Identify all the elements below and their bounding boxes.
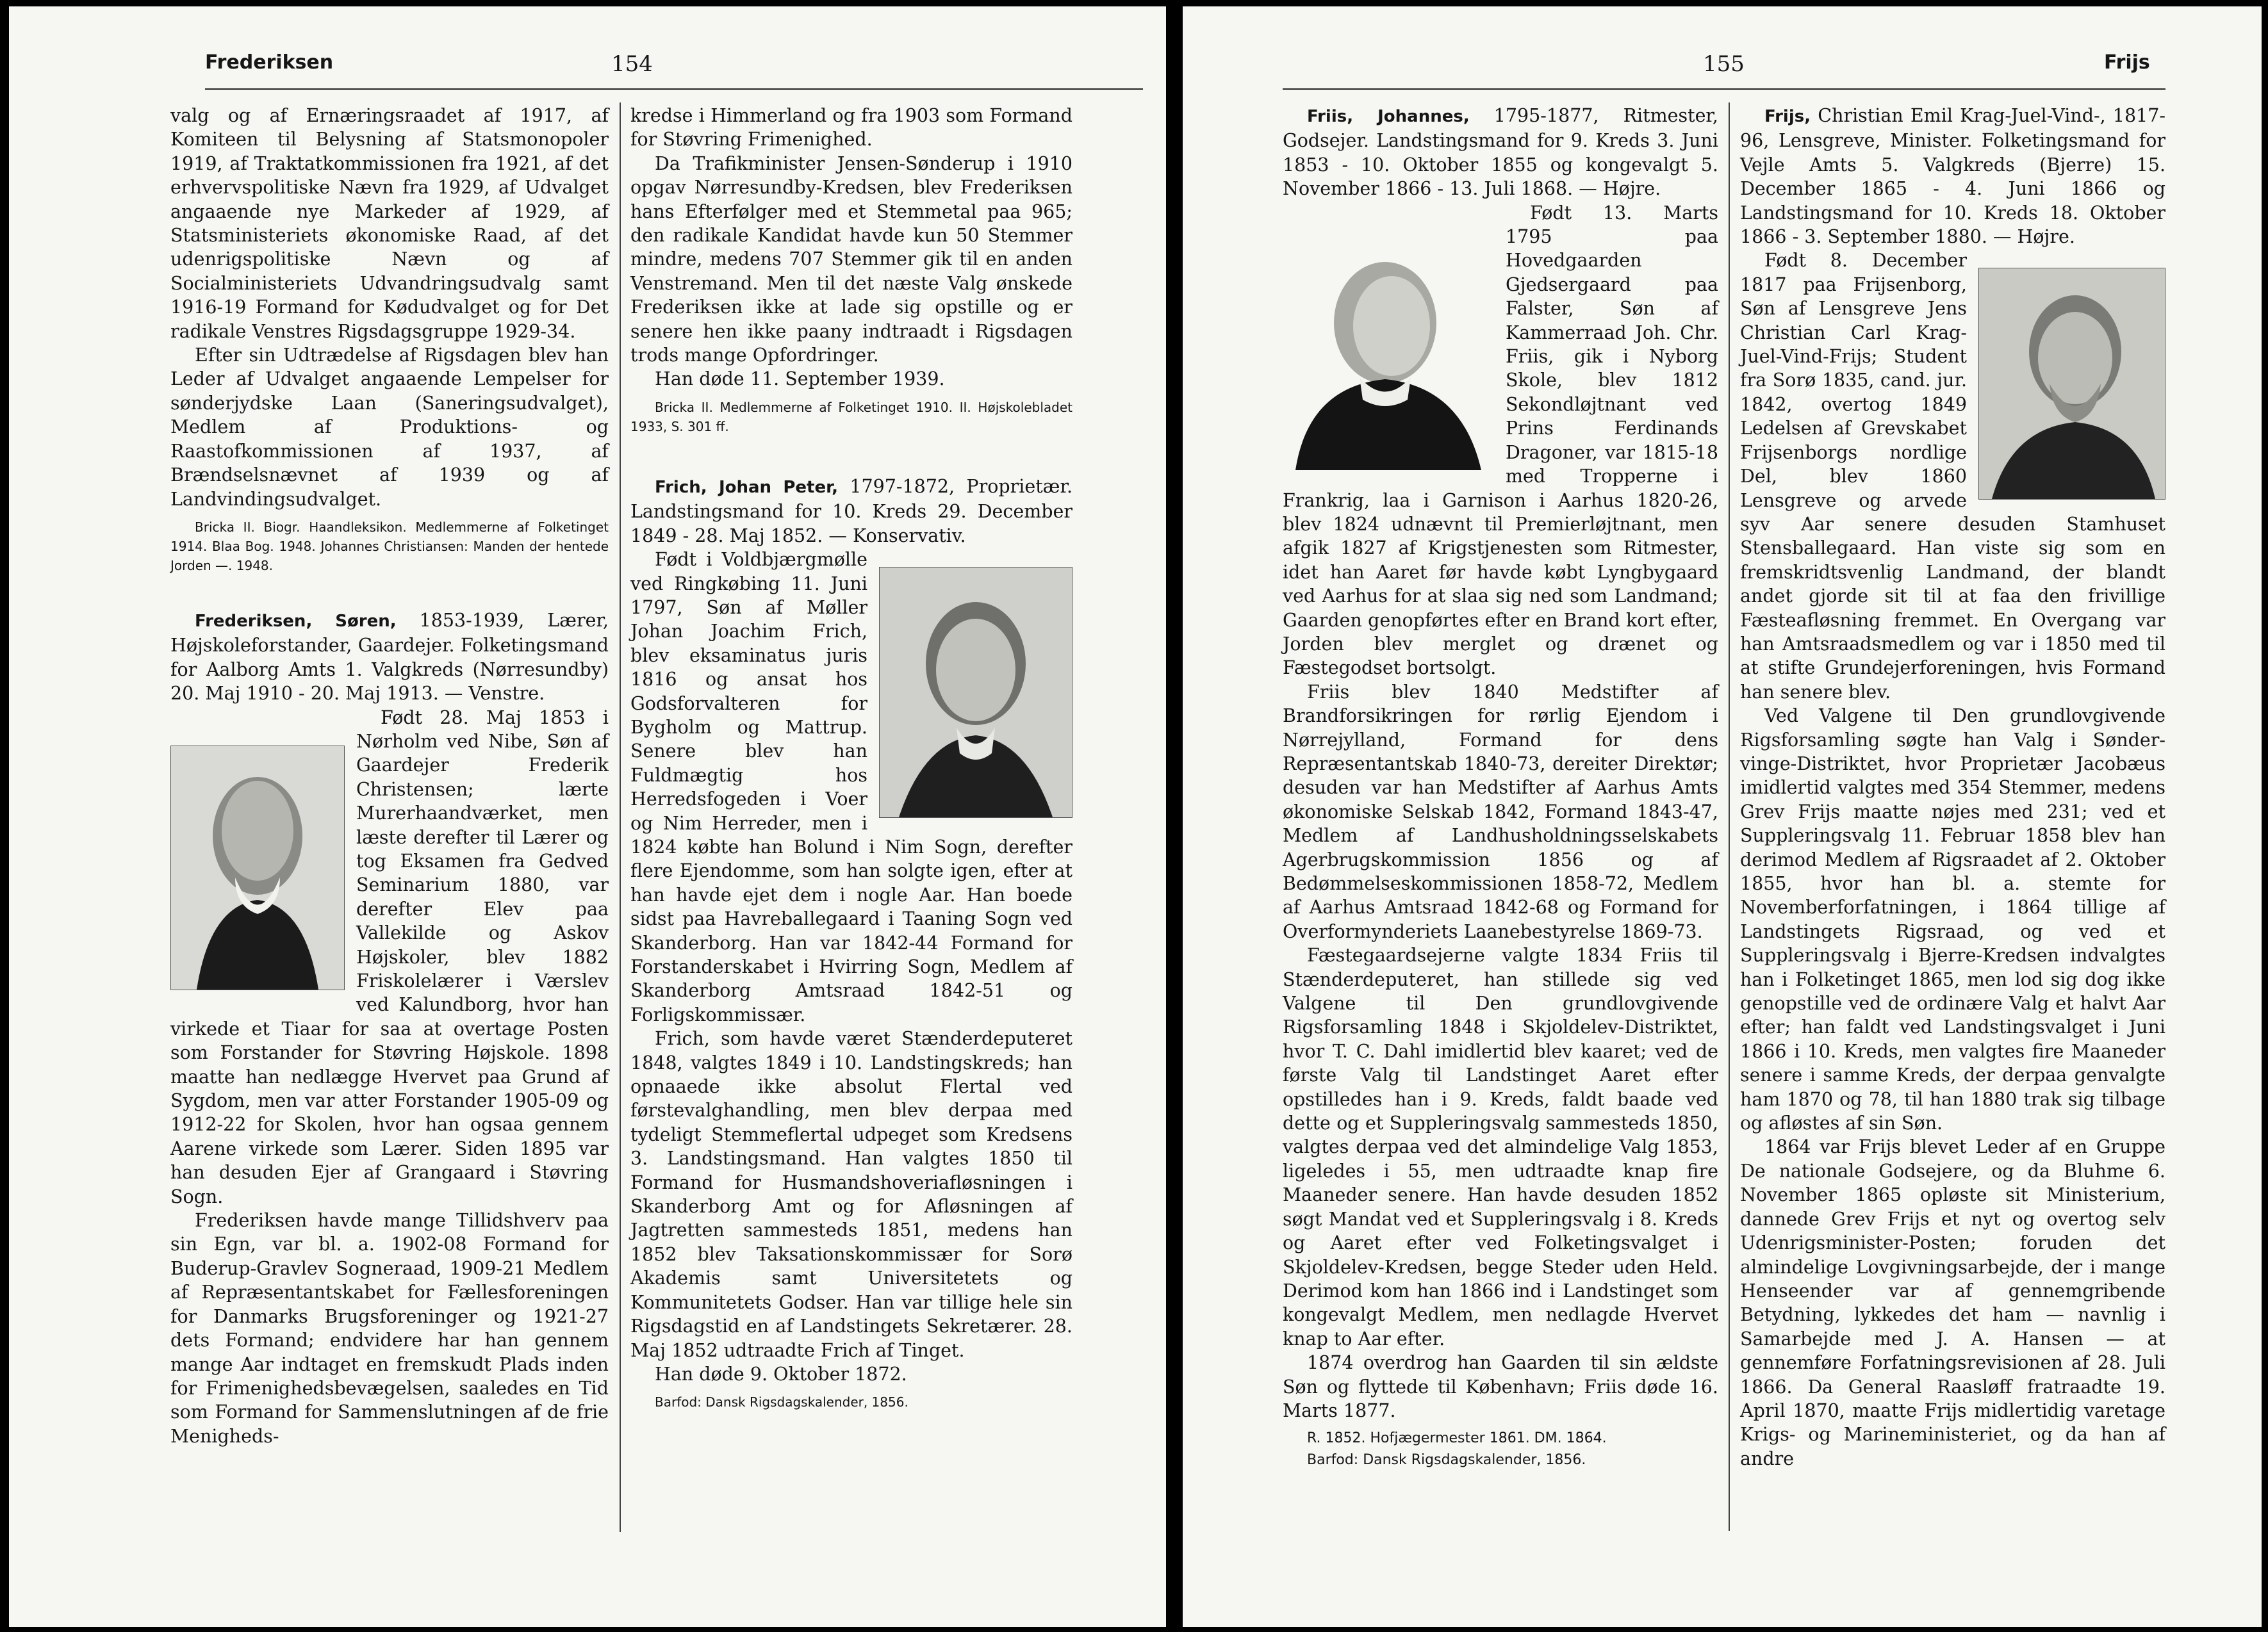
entry-summary: 1797-1872, Proprietær. Landstingsmand for 10. Kreds 29. December 1849 - 28. Maj 1852. — Konservativ.	[630, 475, 1072, 546]
entry-summary: 1853-1939, Lærer, Højskoleforstander, Gaardejer. Folketingsmand for Aalborg Amts 1. Valgkreds (Nørresundby) 20. Maj 1910 - 20. Maj 1913. — Venstre.	[170, 609, 609, 705]
column-rule	[620, 102, 621, 1532]
right-column-1	[1283, 104, 1718, 1470]
page-number: 155	[1703, 51, 1745, 77]
left-page	[9, 6, 1166, 1627]
left-column-1	[170, 104, 609, 1448]
running-head	[9, 6, 1166, 96]
bibliography: Bricka II. Medlemmerne af Folketinget 1910. II. Højskolebladet 1933, S. 301 ff.	[630, 399, 1072, 434]
paragraph: Da Trafikminister Jensen-Sønderup i 1910 opgav Nørresundby-Kredsen, blev Frederiksen hans Efterfølger med et Stemmetal paa 965; den radikale Kandidat havde kun 50 Stemmer mindre, medens 707 Stemmer gik til en anden Venstremand. Men til det næste Valg ønskede Frederiksen ikke at lade sig opstille og er senere hen ikke paany indtraadt i Rigsdagen trods mange Opfordringer.	[630, 152, 1072, 366]
paragraph: Født 28. Maj 1853 i Nørholm ved Nibe, Søn af Gaardejer Frederik Christensen; lærte Murerhaandværket, men læste derefter til Lærer og tog Eksamen fra Gedved Seminarium 1880, var derefter Elev paa Vallekilde og Askov Højskoler, blev 1882 Friskolelærer i Værslev ved Kalundborg, hvor han virkede et Tiaar for saa at overtage Posten som Forstander for Støvring Højskole. 1898 maatte han nedlægge Hvervet paa Grund af Sygdom, men var atter Forstander 1905-09 og 1912-22 for Skolen, hvor han ogsaa gennem Aarene virkede som Lærer. Siden 1895 var han desuden Ejer af Grangaard i Støvring Sogn.	[170, 706, 609, 1207]
entry-heading	[1740, 104, 2165, 249]
death-line: Han døde 9. Oktober 1872.	[655, 1363, 907, 1385]
entry-summary: 1817-96, Lensgreve, Minister. Folketingsmand for Vejle Amts 5. Valgkreds (Bjerre) 15. December 1865 - 4. Juni 1866 og Landstingsmand for 10. Kreds 18. Oktober 1866 - 3. September 1880. — Højre.	[1740, 105, 2166, 248]
entry-name: Friis, Johannes,	[1307, 107, 1470, 126]
running-head	[1183, 6, 2262, 96]
paragraph: Født 13. Marts 1795 paa Hovedgaarden Gjedsergaard paa Falster, Søn af Kammerraad Joh. Chr. Friis, gik i Nyborg Skole, blev 1812 Sekondløjtnant ved Prins Ferdinands Dragoner, var 1815-18 med Tropperne i Frankrig, laa i Garnison i Aarhus 1820-26, blev 1824 udnævnt til Premierløjtnant, men afgik 1827 af Krigstjenesten som Ritmester, idet han Aaret før havde købt Lyngbygaard ved Aarhus for at slaa sig ned som Landmand; Gaarden genopførtes efter en Brand kort efter, Jorden blev merglet og drænet og Fæstegodset bortsolgt.	[1283, 202, 1718, 679]
page-number: 154	[611, 51, 653, 77]
portrait-christian-emil-frijs	[1978, 268, 2165, 500]
paragraph: Efter sin Udtrædelse af Rigsdagen blev han Leder af Udvalget angaaende Lempelser for sønderjydske Laan (Saneringsudvalget), Medlem af Produktions- og Raastofkommissionen af 1937, af Brændselsnævnet af 1939 og af Landvindingsudvalget.	[170, 345, 609, 510]
bibliography: Barfod: Dansk Rigsdagskalender, 1856.	[655, 1394, 908, 1410]
paragraph: 1864 var Frijs blevet Leder af en Gruppe De nationale Godsejere, og da Bluhme 6. November 1865 opløste sit Ministerium, dannede Grev Frijs et nyt og overtog selv Udenrigsminister-Posten; foruden det almindelige Lovgivningsarbejde, der i mange Henseender var af gennemgribende Betydning, lykkedes det ham — navnlig i Samarbejde med J. A. Hansen — at gennemføre Forfatningsrevisionen af 28. Juli 1866. Da General Raasløff fratraadte 19. April 1870, maatte Frijs midlertidig varetage Krigs- og Marineministeriet, og da han af andre	[1740, 1136, 2165, 1469]
column-rule	[1729, 102, 1730, 1531]
header-rule	[1283, 88, 2165, 90]
entry-heading	[1283, 104, 1718, 201]
paragraph: Ved Valgene til Den grundlovgivende Rigsforsamling søgte han Valg i Sønder-vinge-Distriktet, hvor Proprietær Jacobæus imidlertid valgtes med 354 Stemmer, medens Grev Frijs maatte nøjes med 231; ved et Suppleringsvalg 11. Februar 1858 blev han derimod Medlem af Rigsraadet af 2. Oktober 1855, hvor han bl. a. stemte for Novemberforfatningen, i 1864 tillige af Landstingets Rigsraad, og ved et Suppleringsvalg i Bjerre-Kredsen indvalgtes han i Folketinget 1865, men lod sig dog ikke genopstille ved de ordinære Valg et halvt Aar efter; han faldt ved Landstingsvalget i Juni 1866 i 10. Kreds, men valgtes fire Maaneder senere i samme Kreds, der derpaa genvalgte ham 1870 og 78, til han 1880 trak sig tilbage og afløstes af sin Søn.	[1740, 705, 2165, 1134]
entry-name: Frich, Johan Peter,	[655, 477, 838, 497]
paragraph: Frich, som havde været Stænderdeputeret 1848, valgtes 1849 i 10. Landstingskreds; han opnaaede ikke absolut Flertal ved førstevalghandling, men blev derpaa med tydeligt Stemmeflertal udpeget som Kredsens 3. Landstingsmand. Han valgtes 1850 til Formand for Husmandshoveriafløsningen i Skanderborg Amt og for Afløsningen af Jagtretten sammesteds 1851, medens han 1852 blev Taksationskommissær for Sorø Akademis samt Universitetets og Kommunitetets Godser. Han var tillige hele sin Rigsdagstid en af Landstingets Sekretærer. 28. Maj 1852 udtraadte Frich af Tinget.	[630, 1028, 1072, 1361]
paragraph: Født i Voldbjærgmølle ved Ringkøbing 11. Juni 1797, Søn af Møller Johan Joachim Frich, blev eksaminatus juris 1816 og ansat hos Godsforvalteren for Bygholm og Mattrup. Senere blev han Fuldmægtig hos Herredsfogeden i Voer og Nim Herreder, men i 1824 købte han Bolund i Nim Sogn, derefter flere Ejendomme, som han solgte igen, efter at han havde ejet dem i nogle Aar. Han boede sidst paa Havreballegaard i Taaning Sogn ved Skanderborg. Han var 1842-44 Formand for Forstanderskabet i Hvirring Sogn, Medlem af Skanderborg Amtsraad 1842-51 og Forligskommissær.	[630, 549, 1072, 1025]
entry-name-continued: Christian Emil Krag-Juel-Vind-,	[1818, 105, 2106, 126]
left-column-2	[630, 104, 1072, 1412]
running-name: Frijs	[2104, 51, 2150, 74]
paragraph: Fæstegaardsejerne valgte 1834 Friis til Stænderdeputeret, han stillede sig ved Valgene til Den grundlovgivende Rigsforsamling 1848 i Skjoldelev-Distriktet, hvor T. C. Dahl imidlertid blev kaaret; ved de første Valg til Landstinget Aaret efter opstilledes han i 9. Kreds, faldt baade ved dette og et Suppleringsvalg sammesteds 1850, valgtes derpaa ved det almindelige Valg 1853, ligeledes i 55, men udtraadte knap fire Maaneder senere. Han havde desuden 1852 søgt Mandat ved et Suppleringsvalg i 8. Kreds og Aaret efter ved Folketingsvalget i Skjoldelev-Kredsen, begge Steder uden Held. Derimod kom han 1866 ind i Landstinget som kongevalgt Medlem, men nedlagde Hvervet knap to Aar efter.	[1283, 945, 1718, 1350]
right-page	[1183, 6, 2262, 1627]
portrait-johannes-friis	[1283, 227, 1494, 470]
entry-heading	[630, 475, 1072, 548]
paragraph: kredse i Himmerland og fra 1903 som Formand for Støvring Frimenighed.	[630, 105, 1072, 151]
paragraph: Født 8. December 1817 paa Frijsenborg, Søn af Lensgreve Jens Christian Carl Krag-Juel-Vind-Frijs; Student fra Sorø 1835, cand. jur. 1842, overtog 1849 Ledelsen af Grevskabet Frijsenborgs nordlige Del, blev 1860 Lensgreve og arvede syv Aar senere desuden Stamhuset Stensballegaard. Han viste sig som en fremskridtsvenlig Landmand, der blandt andet gjorde sit til at faa den frivillige Fæsteafløsning fremmet. En Overgang var han Amtsraadsmedlem og var i 1850 med til at stifte Grundejerforeningen, hvis Formand han senere blev.	[1740, 250, 2165, 703]
paragraph: Frederiksen havde mange Tillidshverv paa sin Egn, var bl. a. 1902-08 Formand for Buderup-Gravlev Sogneraad, 1909-21 Medlem af Repræsentantskabet for Fællesforeningen for Danmarks Brugsforeninger og 1921-27 dets Formand; endvidere har han gennem mange Aar indtaget en fremskudt Plads inden for Frimenighedsbevægelsen, saaledes en Tid som Formand for Sammenslutningen af de frie Menigheds-	[170, 1210, 609, 1447]
header-rule	[205, 88, 1143, 90]
bibliography: Bricka II. Biogr. Haandleksikon. Medlemmerne af Folketinget 1914. Blaa Bog. 1948. Johannes Christiansen: Manden der hentede Jorden —. 1948.	[170, 519, 609, 573]
death-line: Han døde 11. September 1939.	[655, 368, 945, 390]
right-column-2	[1740, 104, 2165, 1471]
entry-heading	[170, 608, 609, 706]
entry-name: Frederiksen, Søren,	[195, 611, 397, 631]
paragraph: 1874 overdrog han Gaarden til sin ældste Søn og flyttede til København; Friis døde 16. Marts 1877.	[1283, 1352, 1718, 1421]
entry-name: Frijs,	[1764, 107, 1811, 126]
paragraph: valg og af Ernæringsraadet af 1917, af Komiteen til Belysning af Statsmonopoler 1919, af Traktatkommissionen fra 1921, af det erhvervspolitiske Nævn fra 1929, af Udvalget angaaende nye Markeder af 1929, af Statsministeriets økonomiske Raad, af det udenrigspolitiske Nævn og af Socialministeriets Udvandringsudvalg samt 1916-19 Formand for Kødudvalget og for Det radikale Venstres Rigsdagsgruppe 1929-34.	[170, 105, 609, 342]
entry-summary: 1795-1877, Ritmester, Godsejer. Landstingsmand for 9. Kreds 3. Juni 1853 - 10. Oktober 1855 og kongevalgt 5. November 1866 - 13. Juli 1868. — Højre.	[1283, 105, 1718, 200]
portrait-johan-peter-frich	[879, 567, 1072, 818]
paragraph: Friis blev 1840 Medstifter af Brandforsikringen for rørlig Ejendom i Nørrejylland, Formand for dens Repræsentantskab 1840-73, dereiter Direktør; desuden var han Medstifter af Aarhus Amts økonomiske Selskab 1842, Formand 1843-47, Medlem af Landhusholdningsselskabets Agerbrugskommission 1856 og af Bedømmelseskommissionen 1858-72, Medlem af Aarhus Amtsraad 1842-68 og Formand for Overformynderiets Laanebestyrelse 1869-73.	[1283, 681, 1718, 942]
running-name: Frederiksen	[205, 51, 334, 74]
bibliography: Barfod: Dansk Rigsdagskalender, 1856.	[1307, 1452, 1586, 1469]
portrait-soren-frederiksen	[170, 746, 345, 990]
orders-line: R. 1852. Hofjægermester 1861. DM. 1864.	[1307, 1430, 1607, 1447]
